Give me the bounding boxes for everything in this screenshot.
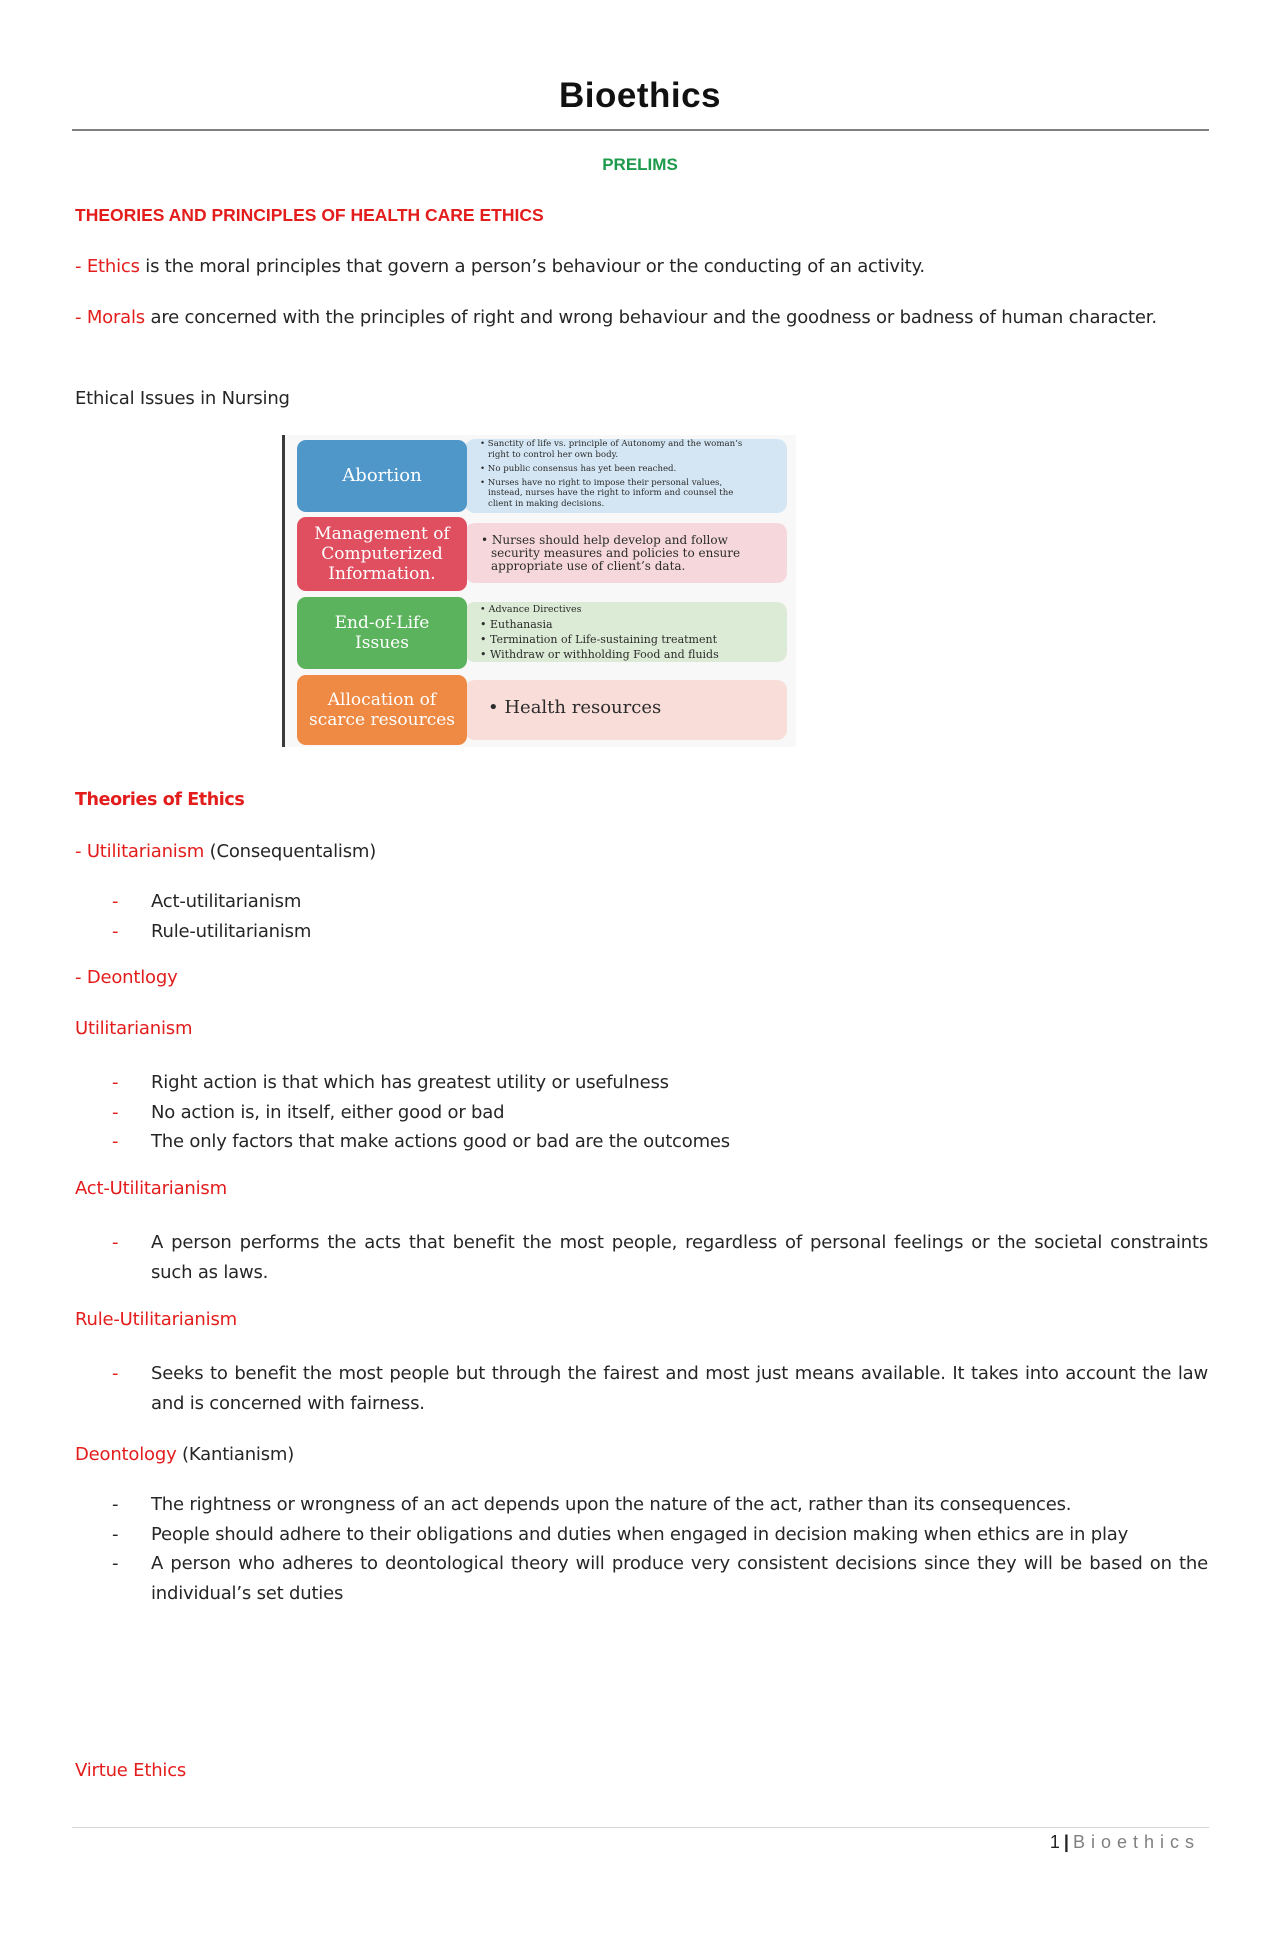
label-line: Allocation of	[327, 690, 437, 710]
point: • Sanctity of life vs. principle of Autonomy and the woman’s	[480, 439, 743, 449]
item-text: Right action is that which has greatest utility or usefulness	[151, 1072, 669, 1093]
figure-caption: Ethical Issues in Nursing	[75, 388, 290, 409]
information-points	[481, 534, 740, 573]
label-line: scarce resources	[308, 710, 456, 730]
item-text: The only factors that make actions good or bad are the outcomes	[151, 1131, 730, 1152]
end-of-life-points	[480, 602, 719, 662]
point: client in making decisions.	[488, 498, 605, 509]
allocation-pill	[297, 675, 467, 745]
list-item	[75, 887, 1208, 917]
term-note: (Kantianism)	[176, 1444, 295, 1465]
point: • Advance Directives	[480, 604, 582, 615]
point: • Withdraw or withholding Food and fluids	[480, 648, 719, 661]
list-item	[75, 1228, 1208, 1287]
utilitarianism-types-list	[75, 887, 1208, 946]
allocation-points	[488, 697, 661, 719]
bullet: -	[112, 1523, 119, 1545]
ethical-issues-figure	[282, 435, 796, 747]
dash: -	[75, 841, 87, 862]
bullet: -	[112, 1232, 119, 1253]
point: appropriate use of client’s data.	[491, 559, 686, 573]
information-pill	[297, 517, 467, 591]
dash: -	[75, 307, 87, 328]
abortion-pill	[297, 440, 467, 512]
label-line: Management of	[314, 524, 450, 544]
term-note: (Consequentalism)	[204, 841, 377, 862]
act-utilitarianism-list	[75, 1228, 1208, 1287]
definition-morals	[75, 303, 1208, 332]
point: • Health resources	[488, 697, 662, 718]
term-ethics: Ethics	[86, 256, 140, 277]
list-item	[75, 1549, 1208, 1608]
term-utilitarianism: Utilitarianism	[86, 841, 205, 862]
page-footer	[1050, 1832, 1200, 1853]
point: instead, nurses have the right to inform and counsel the	[488, 488, 734, 498]
act-utilitarianism-heading: Act-Utilitarianism	[75, 1178, 227, 1199]
list-item	[75, 917, 1208, 947]
list-item	[75, 1098, 1208, 1128]
bullet: -	[112, 891, 119, 912]
item-text: Rule-utilitarianism	[151, 920, 312, 942]
point: • No public consensus has yet been reached.	[480, 464, 677, 474]
deontology-heading	[75, 1440, 294, 1469]
utilitarianism-list	[75, 1068, 1208, 1157]
list-item	[75, 1520, 1208, 1550]
definition-text: are concerned with the principles of right and wrong behaviour and the goodness or badness of human character.	[144, 307, 1157, 328]
bullet: -	[112, 1363, 119, 1384]
virtue-ethics-heading: Virtue Ethics	[75, 1760, 187, 1781]
dash: -	[75, 256, 87, 277]
item-text: No action is, in itself, either good or bad	[151, 1101, 505, 1123]
deontology-line: - Deontlogy	[75, 967, 178, 988]
title-divider	[72, 129, 1209, 131]
label-line: End-of-Life	[334, 613, 430, 633]
footer-separator: |	[1063, 1832, 1069, 1852]
item-text: People should adhere to their obligations and duties when engaged in decision making when ethics are in play	[151, 1523, 1129, 1545]
definition-ethics	[75, 252, 1208, 281]
end-of-life-pill	[297, 597, 467, 669]
item-text: The rightness or wrongness of an act depends upon the nature of the act, rather than its consequences.	[151, 1494, 1072, 1515]
bullet: -	[112, 920, 119, 942]
rule-utilitarianism-list	[75, 1359, 1208, 1418]
utilitarianism-line	[75, 837, 376, 866]
term-morals: Morals	[86, 307, 145, 328]
theories-heading: Theories of Ethics	[75, 790, 245, 810]
term-deontology: Deontology	[75, 1444, 177, 1465]
item-text: A person who adheres to deontological theory will produce very consistent decisions since they will be based on the individual’s set duties	[151, 1553, 1208, 1604]
footer-divider	[72, 1827, 1209, 1828]
list-item	[75, 1490, 1208, 1520]
item-text: Seeks to benefit the most people but through the fairest and most just means available. It takes into account the law and is concerned with fairness.	[151, 1363, 1208, 1414]
label-line: Information.	[328, 564, 436, 584]
utilitarianism-heading: Utilitarianism	[75, 1018, 193, 1039]
bullet: -	[112, 1072, 119, 1093]
figure-left-border	[282, 435, 285, 747]
bullet: -	[112, 1494, 119, 1515]
deontology-list	[75, 1490, 1208, 1608]
section-label: PRELIMS	[602, 155, 678, 174]
item-text: Act-utilitarianism	[151, 891, 302, 912]
footer-document-name: Bioethics	[1072, 1832, 1200, 1852]
page-number: 1	[1049, 1832, 1060, 1852]
rule-utilitarianism-heading: Rule-Utilitarianism	[75, 1309, 237, 1330]
bullet: -	[112, 1131, 119, 1152]
definition-text: is the moral principles that govern a person’s behaviour or the conducting of an activity.	[139, 256, 925, 277]
point: • Euthanasia	[480, 618, 553, 631]
abortion-label: Abortion	[342, 465, 422, 486]
bullet: -	[112, 1553, 119, 1574]
label-line: Computerized	[321, 544, 443, 564]
point: • Nurses have no right to impose their personal values,	[480, 477, 723, 488]
page-title: Bioethics	[558, 76, 722, 115]
point: security measures and policies to ensure	[491, 546, 741, 560]
point: right to control her own body.	[488, 449, 619, 460]
point: • Nurses should help develop and follow	[481, 533, 728, 547]
item-text: A person performs the acts that benefit the most people, regardless of personal feelings or the societal constraints such as laws.	[151, 1232, 1208, 1283]
list-item	[75, 1359, 1208, 1418]
list-item	[75, 1127, 1208, 1157]
bullet: -	[112, 1101, 119, 1123]
list-item	[75, 1068, 1208, 1098]
abortion-points	[480, 439, 742, 509]
point: • Termination of Life-sustaining treatment	[480, 633, 717, 646]
label-line: Issues	[355, 633, 409, 653]
main-heading: THEORIES AND PRINCIPLES OF HEALTH CARE ETHICS	[75, 205, 544, 225]
